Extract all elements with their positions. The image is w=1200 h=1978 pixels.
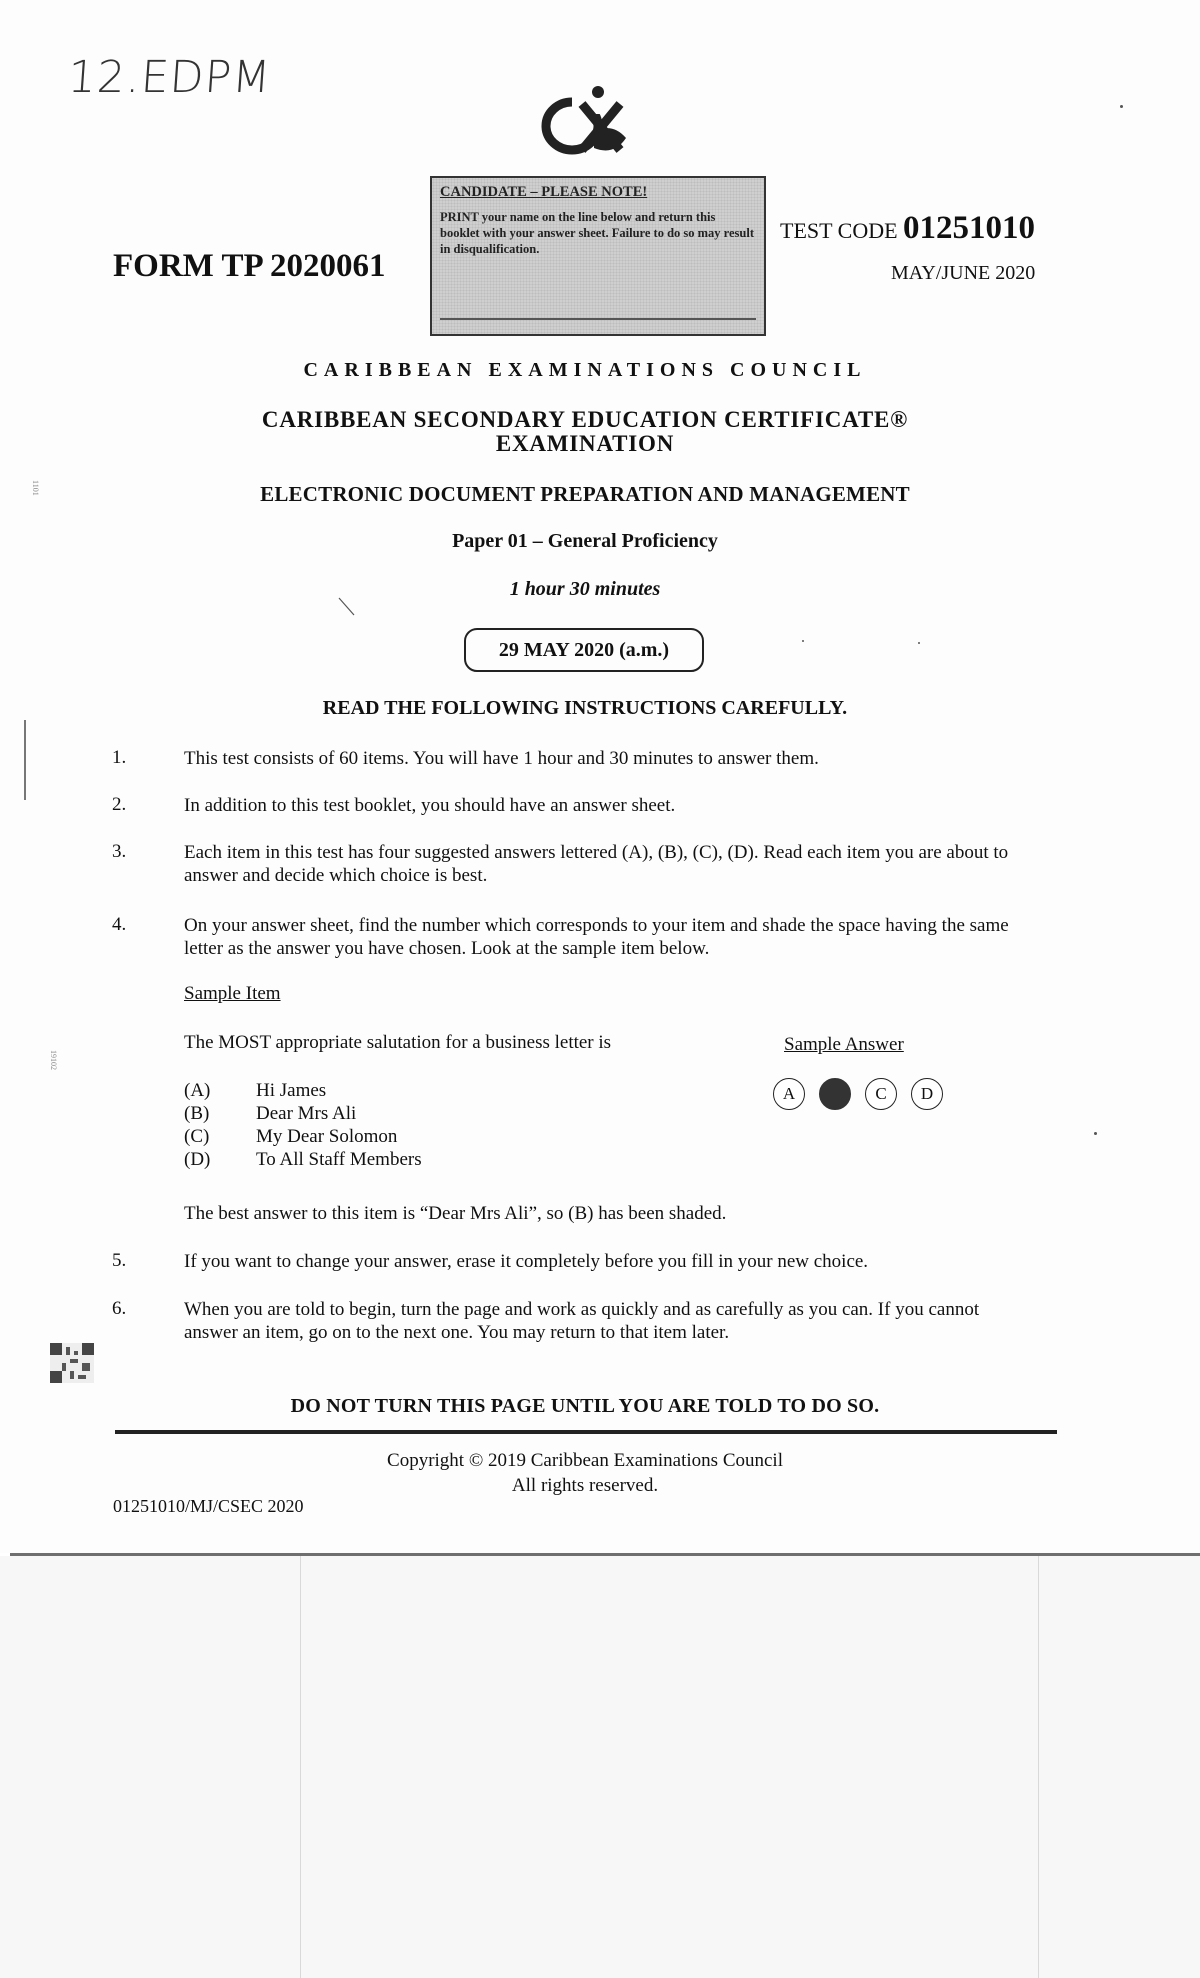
sample-option — [184, 1126, 397, 1148]
scan-speck — [918, 642, 920, 644]
background-divider — [1038, 1556, 1039, 1978]
footer-exam-code: 01251010/MJ/CSEC 2020 — [113, 1496, 304, 1516]
paper-title: Paper 01 – General Proficiency — [452, 530, 718, 552]
margin-number: 1101 — [31, 480, 40, 496]
instruction-text: This test consists of 60 items. You will have 1 hour and 30 minutes to answer them. — [184, 748, 819, 769]
answer-bubble-a: A — [773, 1078, 805, 1110]
option-letter: (D) — [184, 1149, 211, 1170]
instruction-text: On your answer sheet, find the number which corresponds to your item and shade the space having the same letter as the answer you have chosen. Look at the sample item below. — [184, 915, 1009, 959]
instruction-text: Each item in this test has four suggested answers lettered (A), (B), (C), (D). Read each item you are about to answer and decide which choice is best. — [184, 842, 1009, 886]
answer-bubble-c: C — [865, 1078, 897, 1110]
certificate-title-line2: EXAMINATION — [495, 431, 675, 456]
sample-question: The MOST appropriate salutation for a business letter is — [184, 1032, 612, 1053]
scan-margin-mark — [24, 720, 26, 800]
form-code: FORM TP 2020061 — [113, 248, 386, 284]
notice-title: CANDIDATE – PLEASE NOTE! — [440, 184, 648, 200]
scan-speck — [802, 640, 804, 642]
instruction-number: 2. — [112, 794, 127, 815]
instruction-text: If you want to change your answer, erase it completely before you fill in your new choice. — [184, 1251, 869, 1272]
handwritten-note: 12.EDPM — [66, 52, 273, 103]
sample-answer-bubbles — [773, 1078, 953, 1114]
scan-stray-mark — [338, 597, 356, 617]
qr-code-icon — [50, 1343, 94, 1383]
instruction-number: 5. — [112, 1250, 127, 1271]
sample-explanation: The best answer to this item is “Dear Mrs Ali”, so (B) has been shaded. — [184, 1203, 727, 1224]
test-code-value: 01251010 — [903, 210, 1036, 246]
background-below-page — [0, 1556, 1200, 1978]
footer-divider — [115, 1430, 1057, 1434]
instruction-number: 1. — [112, 747, 127, 768]
option-text: My Dear Solomon — [256, 1126, 398, 1147]
sample-answer-label: Sample Answer — [784, 1034, 904, 1055]
cxc-logo — [532, 82, 632, 162]
certificate-title — [0, 408, 1170, 456]
option-text: Dear Mrs Ali — [256, 1103, 357, 1124]
instruction-number: 4. — [112, 914, 127, 935]
council-name: CARIBBEAN EXAMINATIONS COUNCIL — [303, 359, 867, 381]
answer-bubble-b-shaded — [819, 1078, 851, 1110]
answer-bubble-d: D — [911, 1078, 943, 1110]
option-letter: (B) — [184, 1103, 210, 1124]
do-not-turn-warning: DO NOT TURN THIS PAGE UNTIL YOU ARE TOLD TO DO SO. — [290, 1395, 880, 1417]
certificate-title-line1: CARIBBEAN SECONDARY EDUCATION CERTIFICATE® — [261, 407, 909, 432]
test-code — [780, 210, 1035, 247]
sample-option — [184, 1103, 356, 1125]
option-text: To All Staff Members — [256, 1149, 422, 1170]
instruction-text: In addition to this test booklet, you should have an answer sheet. — [184, 795, 676, 816]
option-letter: (A) — [184, 1080, 211, 1101]
sample-option — [184, 1149, 422, 1171]
exam-date-badge: 29 MAY 2020 (a.m.) — [464, 628, 704, 672]
copyright-line2: All rights reserved. — [511, 1475, 659, 1496]
instructions-heading: READ THE FOLLOWING INSTRUCTIONS CAREFULLY. — [322, 697, 848, 719]
instruction-number: 3. — [112, 841, 127, 862]
margin-number: 19102 — [49, 1050, 58, 1070]
scan-speck — [1120, 105, 1123, 108]
background-divider — [300, 1556, 301, 1978]
sample-option — [184, 1080, 326, 1102]
sample-item-label: Sample Item — [184, 983, 281, 1004]
exam-duration: 1 hour 30 minutes — [509, 578, 661, 600]
copyright-line1: Copyright © 2019 Caribbean Examinations Council — [387, 1450, 783, 1471]
option-text: Hi James — [256, 1080, 327, 1101]
notice-body: PRINT your name on the line below and return this booklet with your answer sheet. Failure to do so may result in disqualification. — [440, 210, 755, 256]
scan-speck — [1094, 1132, 1097, 1135]
copyright — [0, 1448, 1170, 1498]
instruction-number: 6. — [112, 1298, 127, 1319]
subject-title: ELECTRONIC DOCUMENT PREPARATION AND MANAGEMENT — [260, 482, 910, 506]
instruction-text: When you are told to begin, turn the page and work as quickly and as carefully as you can. If you cannot answer an item, go on to the next one. You may return to that item later. — [184, 1299, 980, 1343]
exam-session: MAY/JUNE 2020 — [891, 262, 1036, 284]
option-letter: (C) — [184, 1126, 210, 1147]
candidate-notice-box — [430, 176, 766, 336]
test-code-label: TEST CODE — [780, 218, 898, 243]
